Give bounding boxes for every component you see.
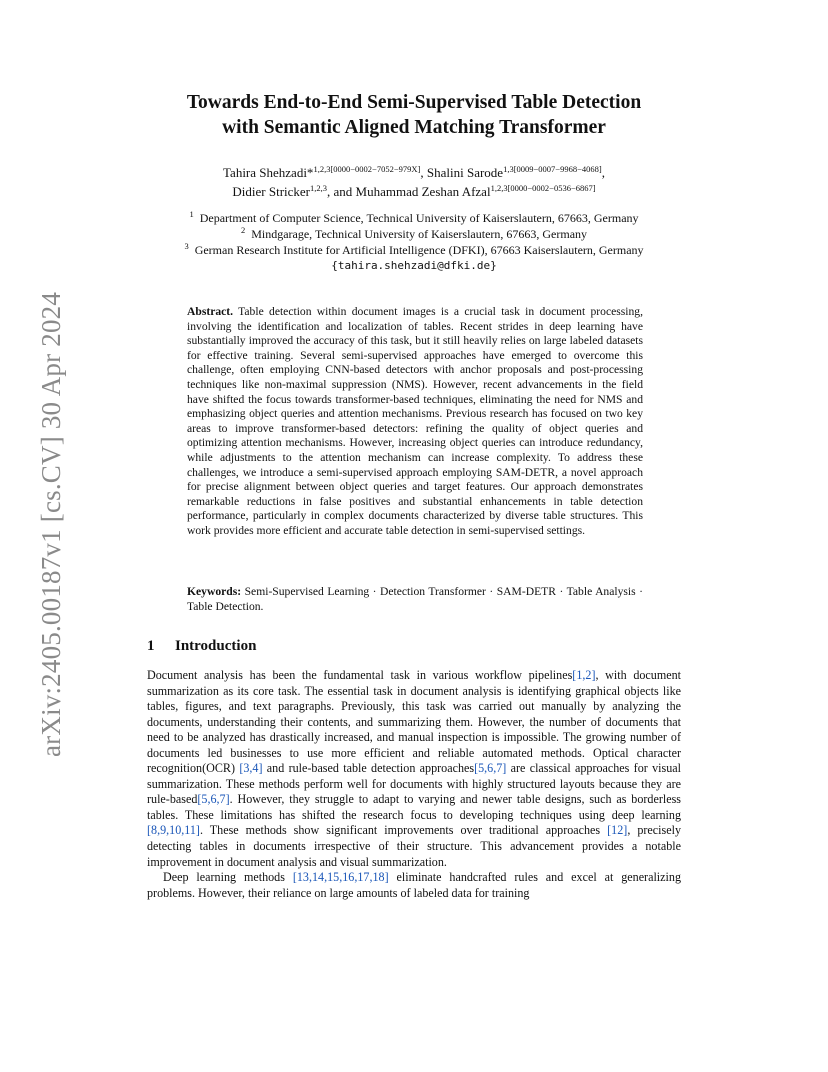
author-list xyxy=(100,163,728,201)
paragraph xyxy=(147,870,681,901)
author-superscript: 1,2,3 xyxy=(310,183,328,193)
citation-link[interactable]: [8,9,10,11] xyxy=(147,823,200,838)
author-superscript: 1,2,3[0000−0002−7052−979X] xyxy=(313,164,421,174)
body-sentence: , with document summarization as its core task. The essential task in document analysis is identifying graphical objects like tables, figures, and text paragraphs. Previously, this task was carried out manually by analyzing the documents, understanding their contents, and summarizing them. However, the number of documents that need to be analyzed has drastically increased, and manual inspection is impossible. The growing number of documents led businesses to use more efficient and reliable automated methods. Optical character recognition(OCR) xyxy=(147,668,682,776)
affiliation-number: 1 xyxy=(189,209,194,219)
affiliation-3 xyxy=(100,242,728,258)
affiliation-text: Mindgarage, Technical University of Kaiserslautern, 67663, Germany xyxy=(251,227,588,241)
affiliation-text: Department of Computer Science, Technical University of Kaiserslautern, 67663, Germany xyxy=(199,211,639,225)
affiliation-text: German Research Institute for Artificial Intelligence (DFKI), 67663 Kaiserslautern, Germany xyxy=(194,243,644,257)
keywords-label: Keywords: xyxy=(187,585,242,598)
section-title: Introduction xyxy=(175,638,257,654)
authors-line-1: Tahira Shehzadi*$^{1,2,3[0000-0002-7052-979X]}$, Shalini Sarode$^{1,3[0009-0007-9968-4068]}$, xyxy=(223,164,605,180)
affiliation-1 xyxy=(100,210,728,226)
affiliation-list xyxy=(100,210,728,274)
body-sentence: Deep learning methods xyxy=(163,870,293,885)
citation-link[interactable]: [12] xyxy=(607,823,628,838)
citation-link[interactable]: [5,6,7] xyxy=(197,792,230,807)
citation-link[interactable]: [1,2] xyxy=(572,668,596,682)
authors-line-2: Didier Stricker$^{1,2,3}$, and Muhammad Zeshan Afzal$^{1,2,3[0000-0002-0536-6867]}$ xyxy=(232,183,596,199)
citation-link[interactable]: [3,4] xyxy=(239,761,263,776)
author-name: Tahira Shehzadi* xyxy=(223,165,314,180)
abstract-label: Abstract. xyxy=(187,305,234,318)
abstract-text: Table detection within document images is a crucial task in document processing, involving the identification and localization of tables. Recent strides in deep learning have substantially improved the accuracy of this task, but it still heavily relies on large labeled datasets for effective training. Several semi-supervised approaches have emerged to overcome this challenge, often employing CNN-based detectors with anchor proposals and post-processing techniques like non-maximal suppression (NMS). However, recent advancements in the field have shifted the focus towards transformer-based techniques, eliminating the need for NMS and emphasizing object queries and attention mechanisms. Previous research has focused on two key areas to improve transformer-based detectors: refining the quality of object queries and optimizing attention mechanisms. However, increasing object queries can introduce redundancy, while adjustments to the attention mechanism can increase complexity. To address these challenges, we introduce a semi-supervised approach employing SAM-DETR, a novel approach for precise alignment between object queries and target features. Our approach demonstrates remarkable reductions in false positives and substantial enhancements in table detection performance, particularly in complex documents characterized by diverse table structures. This work provides more efficient and accurate table detection in semi-supervised settings. xyxy=(187,305,643,537)
paragraph xyxy=(147,668,681,870)
author-name: Didier Stricker xyxy=(232,184,311,199)
author-name: Shalini Sarode xyxy=(426,165,504,180)
body-sentence: . However, they struggle to adapt to varying and newer table designs, such as borderless tables. These limitations has shifted the research focus to developing techniques using deep learning xyxy=(147,792,681,822)
keywords-text: Semi-Supervised Learning · Detection Transformer · SAM-DETR · Table Analysis · Table Detection. xyxy=(187,585,643,613)
author-superscript: 1,2,3[0000−0002−0536−6867] xyxy=(490,183,596,193)
body-sentence: and rule-based table detection approaches xyxy=(262,761,475,776)
affiliation-2 xyxy=(100,226,728,242)
paper-title xyxy=(100,90,728,140)
contact-email[interactable]: {tahira.shehzadi@dfki.de} xyxy=(331,259,497,272)
body-sentence: . These methods show significant improvements over traditional approaches xyxy=(199,823,608,838)
affiliation-number: 2 xyxy=(240,225,246,235)
author-name: Muhammad Zeshan Afzal xyxy=(355,184,491,199)
body-sentence: Document analysis has been the fundamental task in various workflow pipelines xyxy=(147,668,573,682)
keywords xyxy=(187,585,643,614)
author-superscript: 1,3[0009−0007−9968−4068] xyxy=(503,164,602,174)
abstract xyxy=(187,305,643,539)
body-sentence: eliminate handcrafted rules and excel at generalizing problems. However, their reliance on large amounts of labeled data for training xyxy=(147,870,681,900)
body-sentence: , precisely detecting tables in documents irrespective of their structure. This advancement provides a notable improvement in document analysis and visual summarization. xyxy=(147,823,682,869)
title-line-1: Towards End-to-End Semi-Supervised Table Detection xyxy=(186,92,642,113)
citation-link[interactable]: [13,14,15,16,17,18] xyxy=(292,870,389,885)
title-line-2: with Semantic Aligned Matching Transformer xyxy=(222,117,606,138)
arxiv-sidebar-stamp: arXiv:2405.00187v1 [cs.CV] 30 Apr 2024 xyxy=(36,291,66,757)
section-number: 1 xyxy=(147,638,155,654)
body-sentence: are classical approaches for visual summarization. These methods perform well for documents with highly structured layouts because they are rule-based xyxy=(147,761,681,807)
introduction-body xyxy=(147,668,681,901)
citation-link[interactable]: [5,6,7] xyxy=(474,761,507,776)
affiliation-number: 3 xyxy=(184,241,189,251)
section-heading xyxy=(147,638,256,655)
